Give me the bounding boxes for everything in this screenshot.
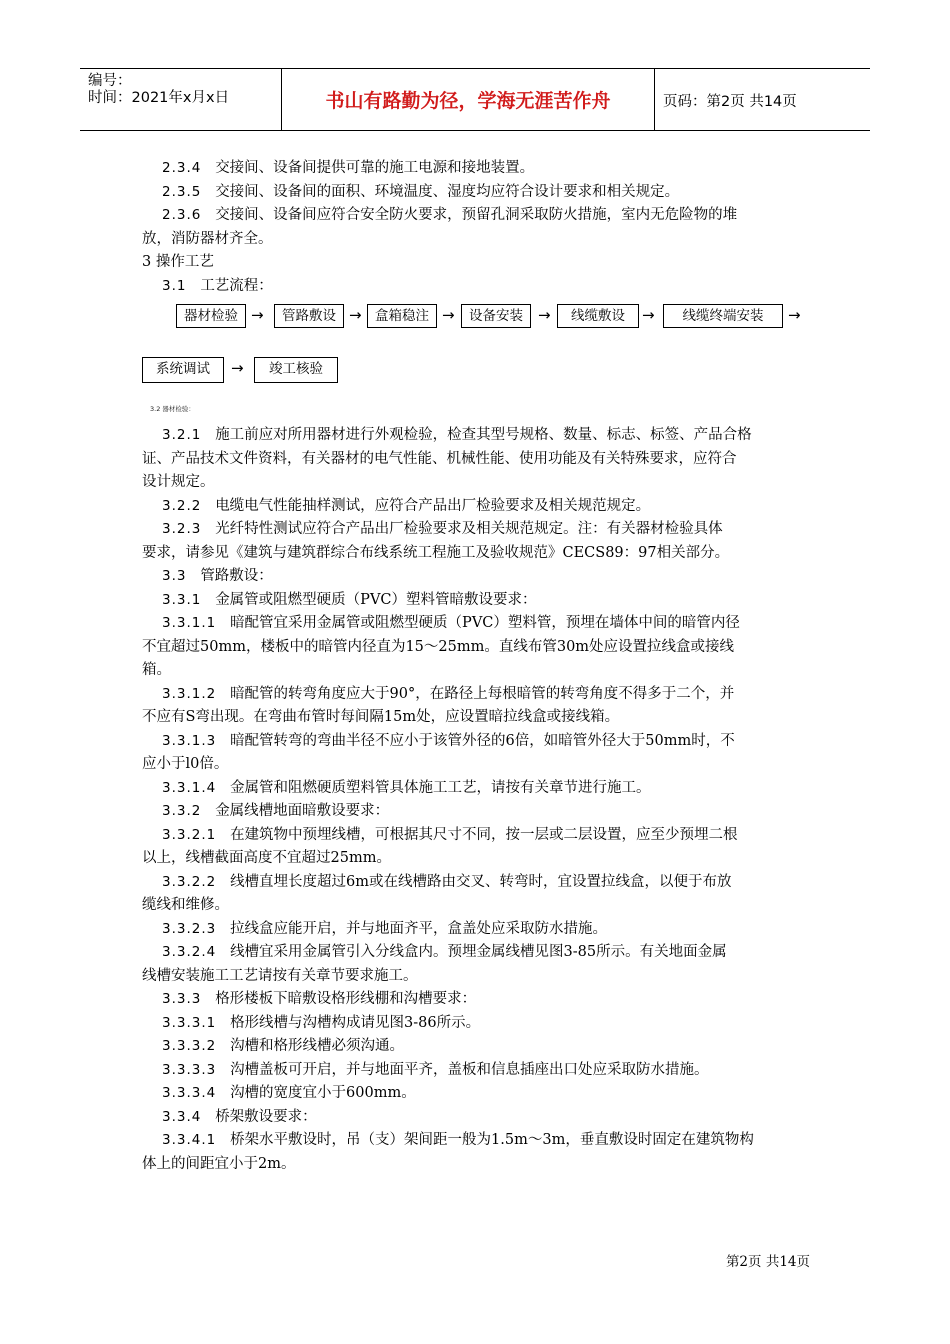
clause-text: 不宜超过50mm，楼板中的暗管内径直为15～25mm。直线布管30m处应设置拉线盒或接线	[142, 638, 735, 655]
paragraph-first-line	[142, 565, 810, 589]
flow-arrow: →	[251, 306, 264, 324]
time-label: 时间：2021年x月x日	[88, 90, 230, 106]
clause-text: 沟槽盖板可开启，并与地面平齐，盖板和信息插座出口处应采取防水措施。	[230, 1061, 709, 1078]
flow-step-1: 器材检验	[176, 304, 246, 328]
header-meta-cell	[80, 69, 282, 130]
clause-text: 线槽安装施工工艺请按有关章节要求施工。	[142, 967, 418, 984]
paragraph-continuation-line	[142, 448, 810, 472]
clause-text: 线槽宜采用金属管引入分线盒内。预埋金属线槽见图3-85所示。有关地面金属	[230, 944, 727, 960]
heading-3: 3 操作工艺	[142, 254, 214, 270]
clause-text: 暗配管宜采用金属管或阻燃型硬质（PVC）塑料管，预埋在墙体中间的暗管内径	[230, 615, 740, 631]
tiny-section-label: 3.2 器材检验：	[150, 405, 195, 413]
paragraph-first-line	[142, 424, 810, 448]
clause-number: 3.3.4.1	[162, 1132, 217, 1148]
clause-number: 3.3.3.3	[162, 1061, 217, 1078]
clause-text: 金属管和阻燃硬质塑料管具体施工工艺，请按有关章节进行施工。	[230, 779, 651, 796]
clause-text: 管路敷设：	[200, 568, 273, 584]
paragraph-continuation-line	[142, 894, 810, 918]
clause-text: 金属线槽地面暗敷设要求：	[215, 803, 390, 819]
clause-number: 3.3.1.4	[162, 779, 217, 796]
header-page-code-cell	[655, 69, 870, 130]
clause-number: 3.3.4	[162, 1108, 202, 1125]
clause-number: 3.2.1	[162, 427, 202, 443]
clause-text: 桥架水平敷设时，吊（支）架间距一般为1.5m～3m，垂直敷设时固定在建筑物构	[230, 1132, 754, 1148]
paragraph-first-line	[142, 1129, 810, 1153]
clause-number: 3.2.3	[162, 521, 202, 537]
flow-step-7: 系统调试	[142, 357, 224, 383]
clause-text: 设计规定。	[142, 474, 215, 490]
clause-number: 3.3.2.1	[162, 826, 217, 843]
clause-number: 3.3	[162, 568, 187, 584]
paragraph-continuation-line	[142, 471, 810, 495]
paragraph-continuation-line	[142, 706, 810, 730]
para-2-3-6-cont: 放，消防器材齐全。	[142, 230, 273, 247]
paragraph-first-line	[142, 1106, 810, 1130]
paragraph-first-line	[142, 612, 810, 636]
clause-text: 沟槽和格形线槽必须沟通。	[230, 1038, 405, 1054]
clause-text: 拉线盒应能开启，并与地面齐平，盒盖处应采取防水措施。	[230, 920, 608, 937]
clause-number: 3.3.1.1	[162, 615, 217, 631]
paragraph-continuation-line	[142, 636, 810, 660]
paragraph-first-line	[142, 1035, 810, 1059]
clause-text: 证、产品技术文件资料，有关器材的电气性能、机械性能、使用功能及有关特殊要求，应符合	[142, 450, 737, 467]
clause-number: 3.3.3.1	[162, 1014, 217, 1031]
clause-text: 施工前应对所用器材进行外观检验，检查其型号规格、数量、标志、标签、产品合格	[215, 427, 752, 443]
clause-number: 3.3.2.4	[162, 944, 217, 960]
paragraph-continuation-line	[142, 965, 810, 989]
heading-3-1: 3.1 工艺流程：	[162, 277, 273, 294]
flow-arrow: →	[642, 306, 655, 324]
clause-number: 3.3.2	[162, 803, 202, 819]
para-2-3-4: 2.3.4 交接间、设备间提供可靠的施工电源和接地装置。	[162, 160, 535, 176]
number-label: 编号：	[88, 73, 132, 89]
clause-text: 不应有S弯出现。在弯曲布管时每间隔15m处，应设置暗拉线盒或接线箱。	[142, 709, 620, 725]
flow-arrow: →	[538, 306, 551, 324]
flow-step-8: 竣工核验	[254, 357, 338, 383]
flow-step-3: 盒箱稳注	[367, 304, 437, 328]
clause-text: 暗配管的转弯角度应大于90°，在路径上每根暗管的转弯角度不得多于二个，并	[230, 685, 735, 702]
clause-text: 体上的间距宜小于2m。	[142, 1155, 296, 1172]
clause-number: 3.3.2.3	[162, 920, 217, 937]
section-2-3	[142, 157, 810, 298]
clause-number: 3.3.1	[162, 591, 202, 608]
paragraph-first-line	[142, 824, 810, 848]
clause-text: 金属管或阻燃型硬质（PVC）塑料管暗敷设要求：	[215, 591, 537, 608]
paragraph-continuation-line	[142, 847, 810, 871]
para-2-3-6: 2.3.6 交接间、设备间应符合安全防火要求，预留孔洞采取防火措施，室内无危险物的堆	[162, 207, 738, 223]
flow-arrow: →	[788, 306, 801, 324]
clause-number: 3.3.3.2	[162, 1038, 217, 1054]
clause-number: 3.2.2	[162, 497, 202, 514]
flow-arrow: →	[442, 306, 455, 324]
flow-step-2: 管路敷设	[274, 304, 344, 328]
paragraph-first-line	[142, 988, 810, 1012]
paragraph-first-line	[142, 495, 810, 519]
flow-step-4: 设备安装	[461, 304, 531, 328]
clause-text: 线槽直埋长度超过6m或在线槽路由交叉、转弯时，宜设置拉线盒，以便于布放	[230, 873, 732, 890]
clause-text: 要求，请参见《建筑与建筑群综合布线系统工程施工及验收规范》CECS89：97相关部分。	[142, 544, 730, 561]
clause-number: 3.3.1.3	[162, 732, 217, 749]
paragraph-continuation-line	[142, 659, 810, 683]
paragraph-first-line	[142, 589, 810, 613]
clause-text: 电缆电气性能抽样测试，应符合产品出厂检验要求及相关规范规定。	[215, 497, 651, 514]
paragraph-first-line	[142, 730, 810, 754]
flow-step-5: 线缆敷设	[557, 304, 639, 328]
clause-text: 在建筑物中预埋线槽，可根据其尺寸不同，按一层或二层设置，应至少预埋二根	[230, 826, 738, 843]
paragraph-first-line	[142, 918, 810, 942]
clause-text: 缆线和维修。	[142, 897, 229, 913]
clause-text: 沟槽的宽度宜小于600mm。	[230, 1085, 416, 1101]
page-header	[80, 68, 870, 131]
page-code: 页码：第2页 共14页	[663, 94, 797, 110]
clause-number: 3.3.2.2	[162, 873, 217, 890]
main-paragraphs	[142, 424, 810, 1176]
paragraph-continuation-line	[142, 1153, 810, 1177]
page-footer: 第2页 共14页	[725, 1254, 810, 1270]
para-2-3-5: 2.3.5 交接间、设备间的面积、环境温度、湿度均应符合设计要求和相关规定。	[162, 183, 680, 200]
paragraph-first-line	[142, 1059, 810, 1083]
clause-number: 3.3.3.4	[162, 1085, 217, 1101]
paragraph-first-line	[142, 1012, 810, 1036]
clause-text: 格形楼板下暗敷设格形线棚和沟槽要求：	[215, 991, 477, 1007]
clause-text: 以上，线槽截面高度不宜超过25mm。	[142, 850, 391, 866]
paragraph-continuation-line	[142, 753, 810, 777]
flow-arrow: →	[349, 306, 362, 324]
paragraph-first-line	[142, 1082, 810, 1106]
clause-number: 3.3.3	[162, 991, 202, 1007]
paragraph-first-line	[142, 777, 810, 801]
clause-text: 暗配管转弯的弯曲半径不应小于该管外径的6倍，如暗管外径大于50mm时，不	[230, 732, 735, 749]
clause-number: 3.3.1.2	[162, 685, 217, 702]
paragraph-first-line	[142, 683, 810, 707]
clause-text: 光纤特性测试应符合产品出厂检验要求及相关规范规定。注：有关器材检验具体	[215, 521, 723, 537]
paragraph-continuation-line	[142, 542, 810, 566]
paragraph-first-line	[142, 871, 810, 895]
clause-text: 箱。	[142, 662, 171, 678]
paragraph-first-line	[142, 518, 810, 542]
clause-text: 桥架敷设要求：	[215, 1108, 317, 1125]
flow-step-6: 线缆终端安装	[663, 304, 783, 328]
header-motto: 书山有路勤为径，学海无涯苦作舟	[282, 69, 655, 130]
paragraph-first-line	[142, 800, 810, 824]
clause-text: 格形线槽与沟槽构成请见图3-86所示。	[230, 1014, 481, 1031]
paragraph-first-line	[142, 941, 810, 965]
clause-text: 应小于l0倍。	[142, 756, 229, 772]
flow-arrow: →	[231, 359, 244, 377]
